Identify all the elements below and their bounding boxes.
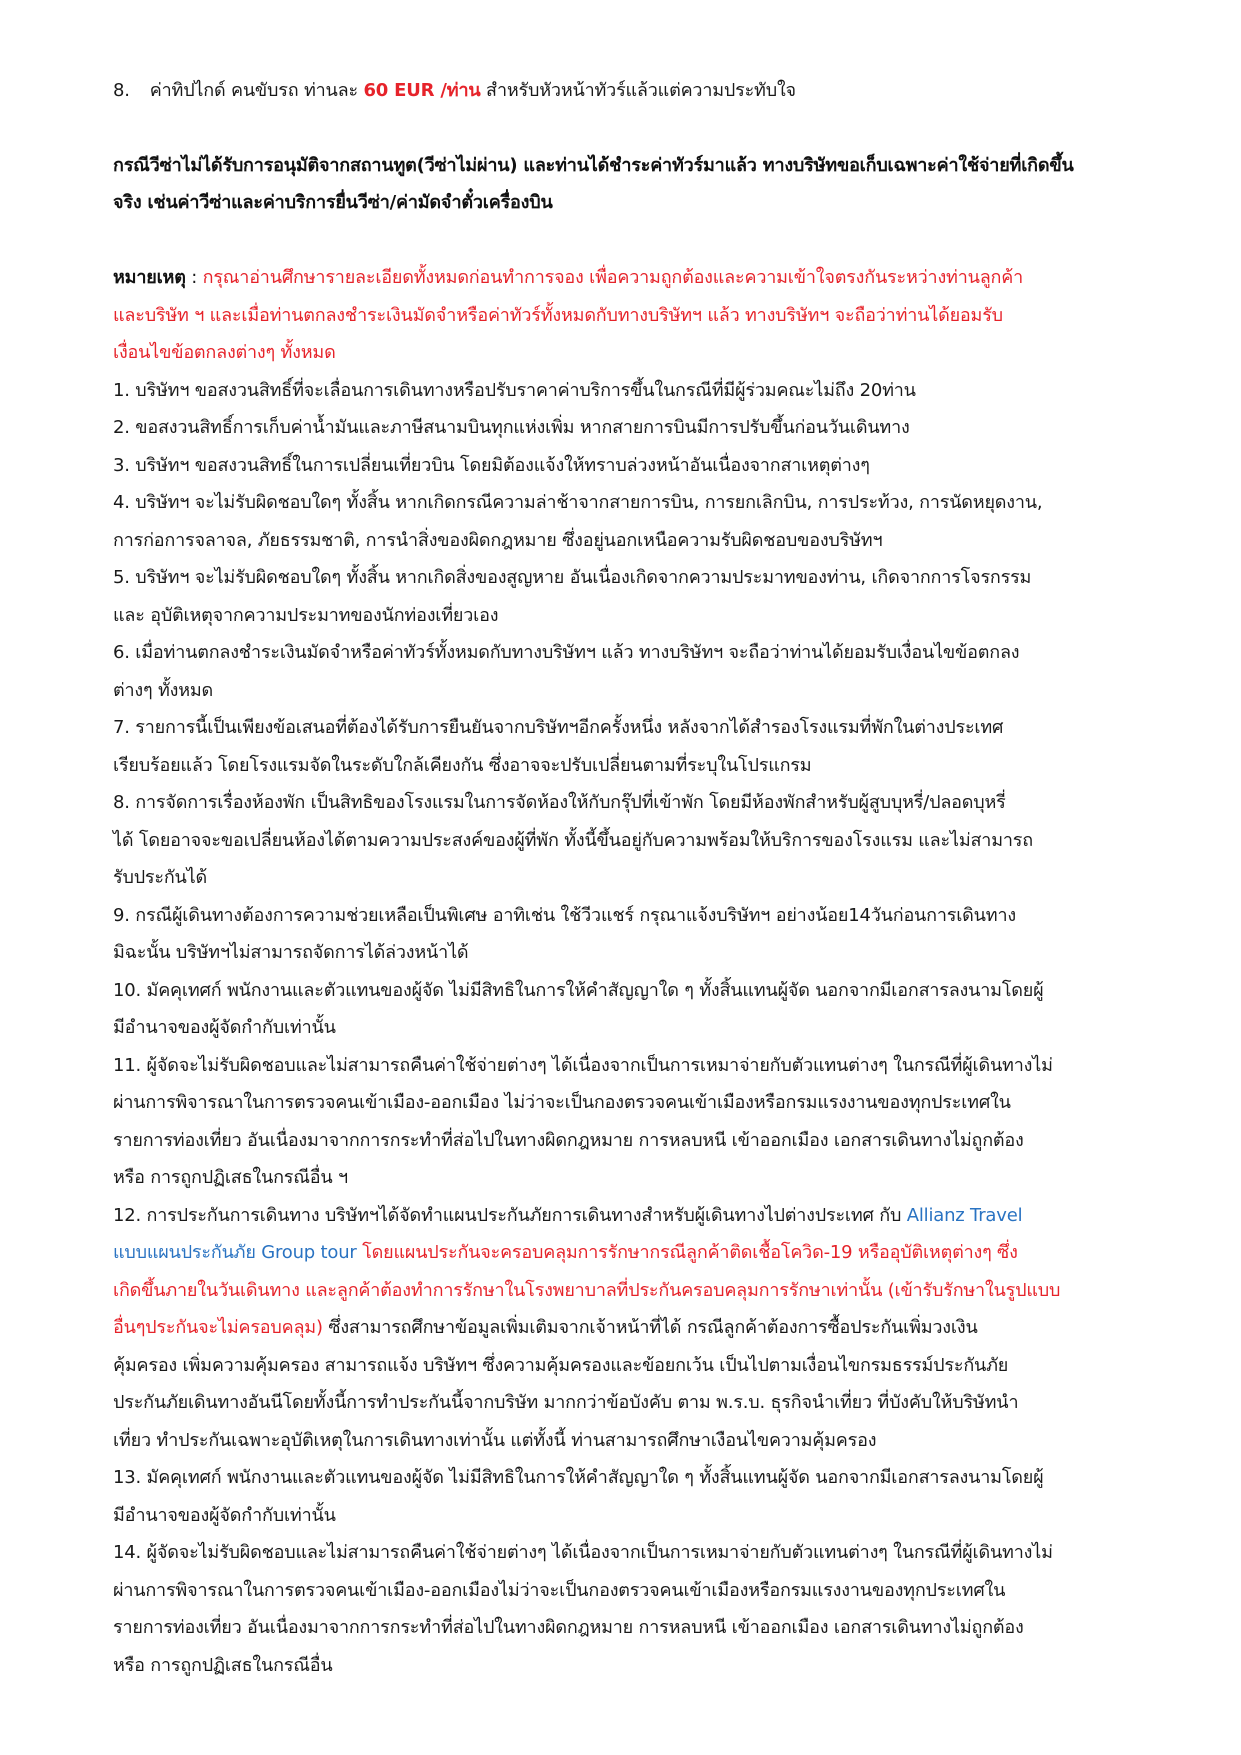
tip-text-end: สำหรับหัวหน้าทัวร์แล้วแต่ความประทับใจ [480,80,796,101]
insurance-line: คุ้มครอง เพิ่มความคุ้มครอง สามารถแจ้ง บริษัทฯ ซึ่งความคุ้มครองและข้อยกเว้น เป็นไปตามเงื่อนไขกรมธรรม์ประกันภัย [113,1355,1009,1376]
condition-line: 10. มัคคุเทศก์ พนักงานและตัวแทนของผู้จัด ไม่มีสิทธิในการให้คำสัญญาใด ๆ ทั้งสิ้นแทนผู้จัด นอกจากมีเอกสารลงนามโดยผู้ [113,980,1044,1001]
condition-line: หรือ การถูกปฏิเสธในกรณีอื่น ฯ [113,1167,348,1188]
condition-line: 6. เมื่อท่านตกลงชำระเงินมัดจำหรือค่าทัวร์ทั้งหมดกับทางบริษัทฯ แล้ว ทางบริษัทฯ จะถือว่าท่านได้ยอมรับเงื่อนไขข้อตกลง [113,642,1020,663]
condition-line: 11. ผู้จัดจะไม่รับผิดชอบและไม่สามารถคืนค่าใช้จ่ายต่างๆ ได้เนื่องจากเป็นการเหมาจ่ายกับตัวแทนต่างๆ ในกรณีที่ผู้เดินทางไม่ [113,1055,1053,1076]
condition-line: ได้ โดยอาจจะขอเปลี่ยนห้องได้ตามความประสงค์ของผู้ที่พัก ทั้งนี้ขึ้นอยู่กับความพร้อมให้บริการของโรงแรม และไม่สามารถ [113,830,1033,851]
remark-text-1: กรุณาอ่านศึกษารายละเอียดทั้งหมดก่อนทำการจอง เพื่อความถูกต้องและความเข้าใจตรงกันระหว่างท่านลูกค้า [202,267,1024,288]
condition-line: 9. กรณีผู้เดินทางต้องการความช่วยเหลือเป็นพิเศษ อาทิเช่น ใช้วีวแชร์ กรุณาแจ้งบริษัทฯ อย่างน้อย14วันก่อนการเดินทาง [113,905,1016,926]
condition-line: 7. รายการนี้เป็นเพียงข้อเสนอที่ต้องได้รับการยืนยันจากบริษัทฯอีกครั้งหนึ่ง หลังจากได้สำรองโรงแรมที่พักในต่างประเทศ [113,717,1004,738]
insurance-text: ซึ่งสามารถศึกษาข้อมูลเพิ่มเติมจากเจ้าหน้าที่ได้ กรณีลูกค้าต้องการซื้อประกันเพิ่มวงเงิน [322,1317,978,1338]
tip-number: 8. [113,80,130,101]
condition-line: การก่อการจลาจล, ภัยธรรมชาติ, การนำสิ่งของผิดกฎหมาย ซึ่งอยู่นอกเหนือความรับผิดชอบของบริษัทฯ [113,530,883,551]
tip-text: ค่าทิปไกด์ คนขับรถ ท่านละ [149,80,364,101]
condition-line: เรียบร้อยแล้ว โดยโรงแรมจัดในระดับใกล้เคียงกัน ซึ่งอาจจะปรับเปลี่ยนตามที่ระบุในโปรแกรม [113,755,812,776]
insurance-plan-name: แบบแผนประกันภัย Group tour [113,1242,363,1263]
remark-line-1 [113,266,1173,290]
condition-line: ผ่านการพิจารณาในการตรวจคนเข้าเมือง-ออกเมืองไม่ว่าจะเป็นกองตรวจคนเข้าเมืองหรือกรมแรงงานของทุกประเทศใน [113,1580,1006,1601]
insurer-name: Allianz Travel [906,1205,1023,1226]
tip-price: 60 EUR /ท่าน [363,80,481,101]
insurance-line: ประกันภัยเดินทางอันนีโดยทั้งนี้การทำประกันนี้จากบริษัท มากกว่าข้อบังคับ ตาม พ.ร.บ. ธุรกิจนำเที่ยว ที่บังคับให้บริษัทนำ [113,1392,1019,1413]
condition-line: 13. มัคคุเทศก์ พนักงานและตัวแทนของผู้จัด ไม่มีสิทธิในการให้คำสัญญาใด ๆ ทั้งสิ้นแทนผู้จัด นอกจากมีเอกสารลงนามโดยผู้ [113,1467,1044,1488]
visa-notice-line-1: กรณีวีซ่าไม่ได้รับการอนุมัติจากสถานทูต(วีซ่าไม่ผ่าน) และท่านได้ชำระค่าทัวร์มาแล้ว ทางบริษัทขอเก็บเฉพาะค่าใช้จ่ายที่เกิดขึ้น [113,155,1074,176]
condition-line: มีอำนาจของผู้จัดกำกับเท่านั้น [113,1017,336,1038]
condition-line: รับประกันได้ [113,867,208,888]
condition-line: 5. บริษัทฯ จะไม่รับผิดชอบใดๆ ทั้งสิ้น หากเกิดสิ่งของสูญหาย อันเนื่องเกิดจากความประมาทของท่าน, เกิดจากการโจรกรรม [113,567,1032,588]
condition-line: หรือ การถูกปฏิเสธในกรณีอื่น [113,1655,333,1676]
insurance-line: เที่ยว ทำประกันเฉพาะอุบัติเหตุในการเดินทางเท่านั้น แต่ทั้งนี้ ท่านสามารถศึกษาเงือนไขความคุ้มครอง [113,1430,877,1451]
condition-line: 14. ผู้จัดจะไม่รับผิดชอบและไม่สามารถคืนค่าใช้จ่ายต่างๆ ได้เนื่องจากเป็นการเหมาจ่ายกับตัวแทนต่างๆ ในกรณีที่ผู้เดินทางไม่ [113,1542,1053,1563]
remark-line-2: และบริษัท ฯ และเมื่อท่านตกลงชำระเงินมัดจำหรือค่าทัวร์ทั้งหมดกับทางบริษัทฯ แล้ว ทางบริษัทฯ จะถือว่าท่านได้ยอมรับ [113,305,1003,326]
insurance-line-3: เกิดขึ้นภายในวันเดินทาง และลูกค้าต้องทำการรักษาในโรงพยาบาลที่ประกันครอบคลุมการรักษาเท่านั้น (เข้ารับรักษาในรูปแบบ [113,1280,1061,1301]
condition-line: 4. บริษัทฯ จะไม่รับผิดชอบใดๆ ทั้งสิ้น หากเกิดกรณีความล่าช้าจากสายการบิน, การยกเลิกบิน, การประท้วง, การนัดหยุดงาน, [113,492,1043,513]
condition-line: มิฉะนั้น บริษัทฯไม่สามารถจัดการได้ล่วงหน้าได้ [113,942,469,963]
condition-line: 1. บริษัทฯ ขอสงวนสิทธิ์ที่จะเลื่อนการเดินทางหรือปรับราคาค่าบริการขึ้นในกรณีที่มีผู้ร่วมคณะไม่ถึง 20ท่าน [113,380,916,401]
insurance-exclusion-text: อื่นๆประกันจะไม่ครอบคลุม) [113,1317,323,1338]
condition-line: ผ่านการพิจารณาในการตรวจคนเข้าเมือง-ออกเมือง ไม่ว่าจะเป็นกองตรวจคนเข้าเมืองหรือกรมแรงงานของทุกประเทศใน [113,1092,1011,1113]
tip-line [113,79,1173,103]
condition-line: รายการท่องเที่ยว อันเนื่องมาจากการกระทำที่ส่อไปในทางผิดกฎหมาย การหลบหนี เข้าออกเมือง เอกสารเดินทางไม่ถูกต้อง [113,1617,1024,1638]
condition-line: มีอำนาจของผู้จัดกำกับเท่านั้น [113,1505,336,1526]
insurance-line-4 [113,1316,1173,1340]
condition-line: 2. ขอสงวนสิทธิ์การเก็บค่าน้ำมันและภาษีสนามบินทุกแห่งเพิ่ม หากสายการบินมีการปรับขึ้นก่อนวันเดินทาง [113,417,910,438]
visa-notice-line-2: จริง เช่นค่าวีซ่าและค่าบริการยื่นวีซ่า/ค่ามัดจำตั๋วเครื่องบิน [113,192,553,213]
insurance-coverage-text: โดยแผนประกันจะครอบคลุมการรักษากรณีลูกค้าติดเชื้อโควิด-19 หรืออุบัติเหตุต่างๆ ซึ่ง [362,1242,1018,1263]
condition-line: 8. การจัดการเรื่องห้องพัก เป็นสิทธิของโรงแรมในการจัดห้องให้กับกรุ๊ปที่เข้าพัก โดยมีห้องพักสำหรับผู้สูบบุหรี่/ปลอดบุหรี่ [113,792,1006,813]
remark-line-3: เงื่อนไขข้อตกลงต่างๆ ทั้งหมด [113,342,336,363]
insurance-text: 12. การประกันการเดินทาง บริษัทฯได้จัดทำแผนประกันภัยการเดินทางสำหรับผู้เดินทางไปต่างประเทศ กับ [113,1205,907,1226]
condition-line: และ อุบัติเหตุจากความประมาทของนักท่องเที่ยวเอง [113,605,499,626]
insurance-line-2 [113,1241,1173,1265]
condition-line: 3. บริษัทฯ ขอสงวนสิทธิ์ในการเปลี่ยนเที่ยวบิน โดยมิต้องแจ้งให้ทราบล่วงหน้าอันเนื่องจากสาเหตุต่างๆ [113,455,870,476]
insurance-line-1 [113,1204,1173,1228]
remark-label: หมายเหตุ [113,267,186,288]
remark-colon: : [185,267,203,288]
condition-line: รายการท่องเที่ยว อันเนื่องมาจากการกระทำที่ส่อไปในทางผิดกฎหมาย การหลบหนี เข้าออกเมือง เอกสารเดินทางไม่ถูกต้อง [113,1130,1024,1151]
condition-line: ต่างๆ ทั้งหมด [113,680,214,701]
